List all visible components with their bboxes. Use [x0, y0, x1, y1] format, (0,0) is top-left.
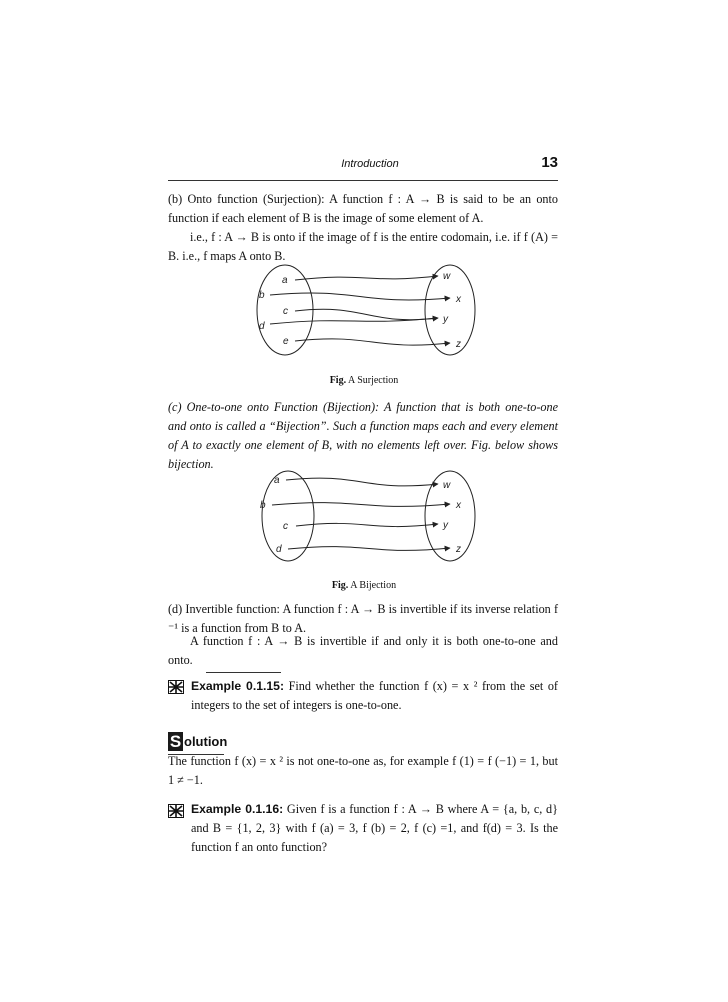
example-0-1-16 — [191, 800, 558, 857]
domain-element-d: d — [259, 321, 265, 332]
bijection-definition: (c) One-to-one onto Function (Bijection): A function that is both one-to-one and onto is called a “Bijection”. Such a function maps each and every element of A to exactly one element of B, with no elements left over. Fig. below shows bijection. — [168, 400, 558, 471]
arrow-a-to-w — [286, 478, 438, 486]
codomain-element-x: x — [456, 500, 461, 511]
example-rule — [206, 672, 281, 673]
page-number: 13 — [541, 154, 558, 171]
domain-element-a: a — [282, 275, 288, 286]
codomain-element-z: z — [456, 544, 461, 555]
codomain-element-z: z — [456, 339, 461, 350]
example-body: Find whether the function f (x) = x ² from the set of integers to the set of integers is one-to-one. — [191, 679, 558, 712]
invertible-condition: A function f : A → B is invertible if and only it is both one-to-one and onto. — [168, 634, 558, 667]
running-header-title: Introduction — [341, 158, 399, 170]
header-rule — [168, 180, 558, 181]
codomain-element-x: x — [456, 294, 461, 305]
solution-text: The function f (x) = x ² is not one-to-one as, for example f (1) = f (−1) = 1, but 1 ≠ −1. — [168, 754, 558, 787]
domain-element-b: b — [260, 500, 266, 511]
example-body: Given f is a function f : A → B where A = {a, b, c, d} and B = {1, 2, 3} with f (a) = 3, f (b) = 2, f (c) =1, and f(d) = 3. Is the function f an onto function? — [191, 802, 558, 854]
codomain-element-y: y — [443, 520, 448, 531]
domain-element-c: c — [283, 306, 288, 317]
domain-element-a: a — [274, 475, 280, 486]
arrow-c-to-y — [295, 309, 438, 319]
codomain-element-w: w — [443, 271, 451, 282]
example-marker-icon — [168, 804, 184, 818]
invertible-definition: (d) Invertible function: A function f : A → B is invertible if its inverse relation f ⁻¹ is a function from B to A. — [168, 602, 558, 635]
arrow-d-to-y — [270, 318, 438, 324]
arrow-a-to-w — [295, 276, 438, 280]
domain-element-d: d — [276, 544, 282, 555]
figure-caption-bijection: Fig. A Bijection — [331, 580, 397, 591]
domain-element-c: c — [283, 521, 288, 532]
arrow-e-to-z — [295, 339, 450, 345]
solution-heading: olution — [184, 734, 228, 749]
onto-definition: (b) Onto function (Surjection): A function f : A → B is said to be an onto function if each element of B is the image of some element of A. — [168, 192, 558, 225]
arrow-d-to-z — [288, 547, 450, 551]
arrow-b-to-x — [272, 503, 450, 507]
example-label: Example 0.1.15: — [191, 679, 285, 693]
surjection-diagram — [240, 262, 500, 362]
codomain-element-w: w — [443, 480, 451, 491]
onto-explanation: i.e., f : A → B is onto if the image of f is the entire codomain, i.e. if f (A) = B. i.e., f maps A onto B. — [168, 230, 558, 263]
example-label: Example 0.1.16: — [191, 802, 284, 816]
figure-caption-surjection: Fig. A Surjection — [329, 375, 399, 386]
bijection-diagram — [240, 468, 500, 568]
arrow-b-to-x — [270, 293, 450, 300]
solution-initial: S — [169, 732, 182, 751]
example-0-1-15 — [191, 677, 558, 715]
codomain-element-y: y — [443, 314, 448, 325]
example-marker-icon — [168, 680, 184, 694]
domain-element-b: b — [259, 290, 265, 301]
arrow-c-to-y — [296, 523, 438, 526]
domain-element-e: e — [283, 336, 289, 347]
